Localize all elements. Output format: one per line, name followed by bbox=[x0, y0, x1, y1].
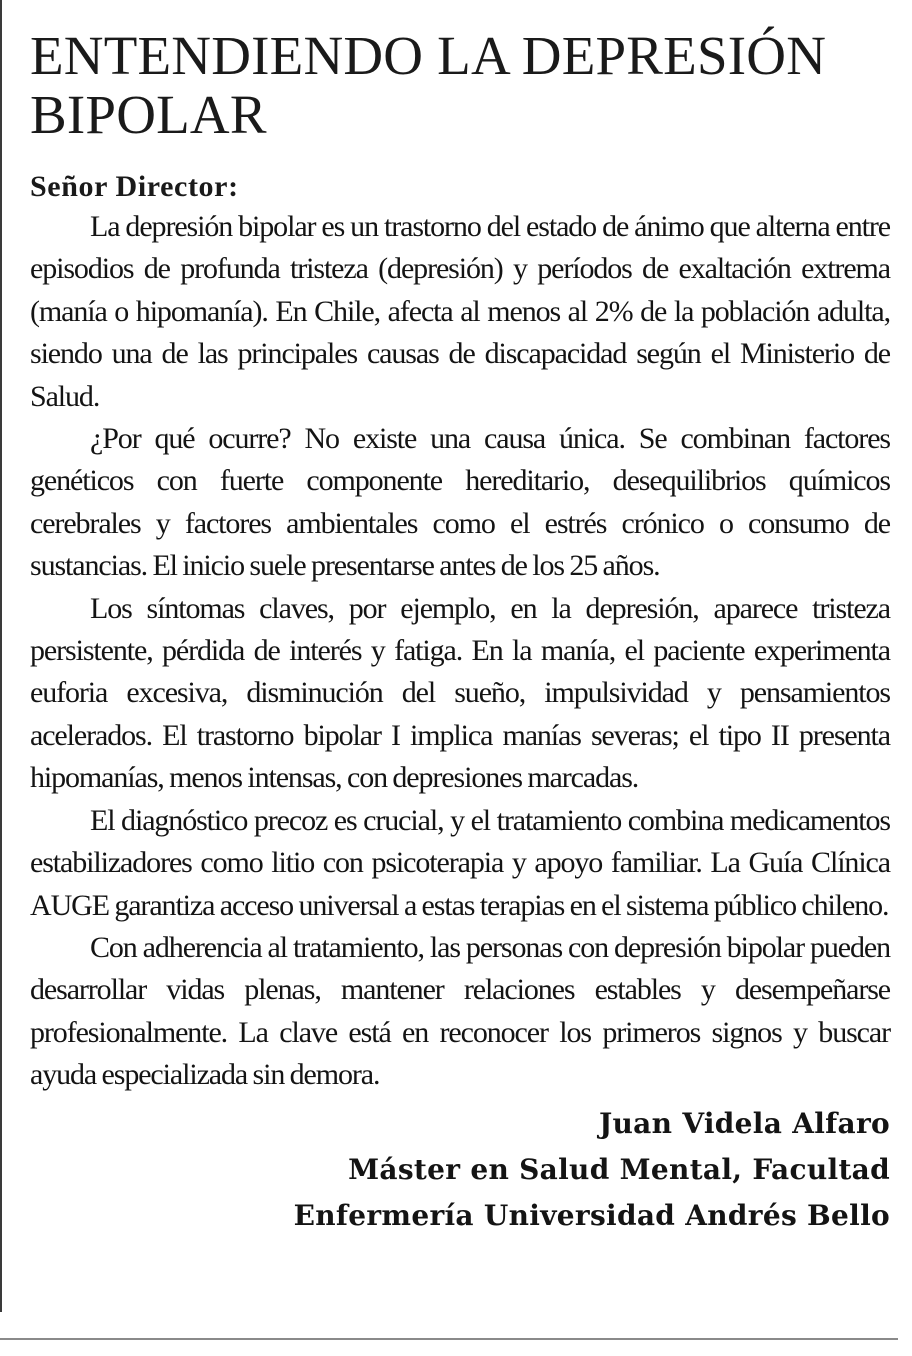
salutation: Señor Director: bbox=[30, 170, 239, 203]
signature-block bbox=[30, 1101, 890, 1239]
article-headline: ENTENDIENDO LA DEPRESIÓN BIPOLAR bbox=[30, 25, 827, 145]
letter-article bbox=[30, 26, 890, 1239]
paragraph: ¿Por qué ocurre? No existe una causa única. Se combinan factores genéticos con fuerte componente hereditario, desequilibrios químicos cerebrales y factores ambientales como el estrés crónico o consumo de sustancias. El inicio suele presentarse antes de los 25 años. bbox=[30, 422, 890, 583]
bottom-divider bbox=[0, 1338, 898, 1340]
paragraph: La depresión bipolar es un trastorno del estado de ánimo que alterna entre episodios de profunda tristeza (depresión) y períodos de exaltación extrema (manía o hipomanía). En Chile, afecta al menos al 2% de la población adulta, siendo una de las principales causas de discapacidad según el Ministerio de Salud. bbox=[30, 210, 890, 413]
column-rule-left bbox=[0, 0, 2, 1312]
author-title-line2: Enfermería Universidad Andrés Bello bbox=[293, 1198, 890, 1232]
article-body bbox=[30, 206, 890, 1097]
paragraph: El diagnóstico precoz es crucial, y el tratamiento combina medicamentos estabilizadores como litio con psicoterapia y apoyo familiar. La Guía Clínica AUGE garantiza acceso universal a estas terapias en el sistema público chileno. bbox=[30, 803, 890, 922]
author-name: Juan Videla Alfaro bbox=[598, 1106, 890, 1140]
paragraph: Con adherencia al tratamiento, las personas con depresión bipolar pueden desarrollar vidas plenas, mantener relaciones estables y desempeñarse profesionalmente. La clave está en reconocer los primeros signos y buscar ayuda especializada sin demora. bbox=[30, 930, 890, 1092]
paragraph: Los síntomas claves, por ejemplo, en la depresión, aparece tristeza persistente, pérdida de interés y fatiga. En la manía, el paciente experimenta euforia excesiva, disminución del sueño, impulsividad y pensamientos acelerados. El trastorno bipolar I implica manías severas; el tipo II presenta hipomanías, menos intensas, con depresiones marcadas. bbox=[30, 591, 890, 795]
author-title-line1: Máster en Salud Mental, Facultad bbox=[348, 1152, 890, 1186]
